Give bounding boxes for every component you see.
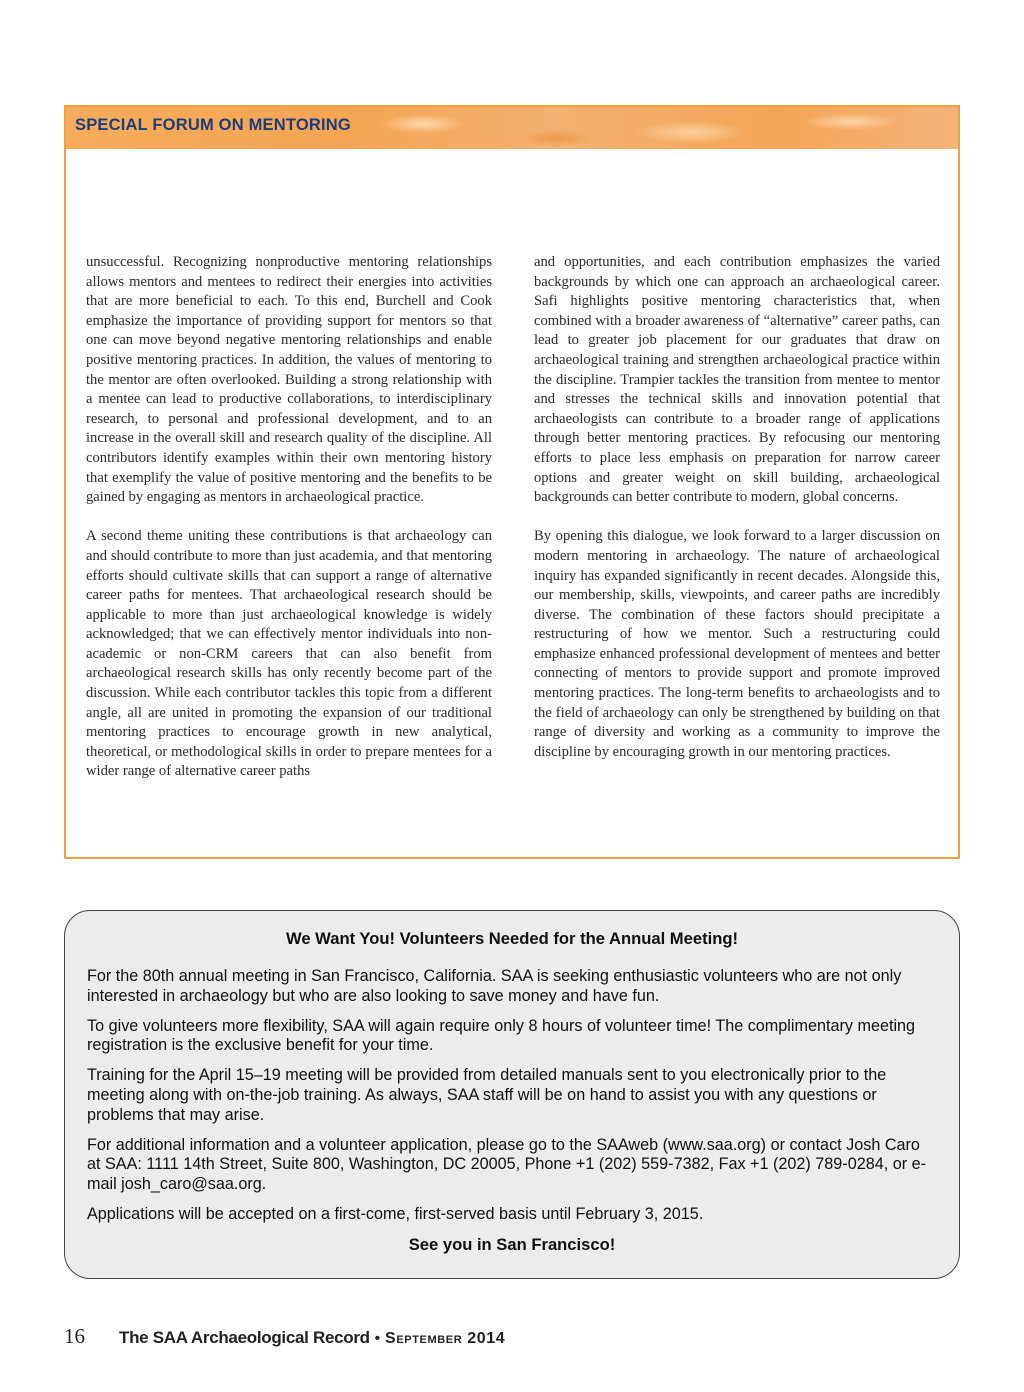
article-column-left: [86, 253, 492, 802]
notice-paragraph: To give volunteers more flexibility, SAA will again require only 8 hours of volunteer time! The complimentary meeting registration is the exclusive benefit for your time.: [87, 1016, 916, 1055]
notice-paragraph: For additional information and a volunteer application, please go to the SAAweb (www.saa.org) or contact Josh Caro at SAA: 1111 14th Street, Suite 800, Washington, DC 20005, Phone +1 (202) 559-7382, Fax +1 (202) 789-0284, or e-mail josh_caro@saa.org.: [87, 1135, 926, 1194]
forum-title: SPECIAL FORUM ON MENTORING: [75, 116, 351, 134]
notice-closing: See you in San Francisco!: [408, 1234, 616, 1254]
page-footer: [64, 1324, 505, 1352]
forum-banner: [66, 107, 958, 149]
notice-paragraph: Applications will be accepted on a first-come, first-served basis until February 3, 2015.: [87, 1204, 704, 1223]
issue-date: September 2014: [385, 1330, 506, 1347]
article-paragraph: and opportunities, and each contribution emphasizes the varied backgrounds by which one can approach an archaeological career. Safi highlights positive mentoring characteristics that, when combined with a broader awareness of “alternative” career paths, can lead to greater job placement for our graduates that draw on archaeological training and strengthen archaeological practice within the discipline. Trampier tackles the transition from mentee to mentor and stresses the technical skills and innovation potential that archaeologists can contribute to a broader range of applications through better mentoring practices. By refocusing our mentoring efforts to place less emphasis on preparation for narrow career options and greater weight on skill building, archaeological backgrounds can better contribute to modern, global concerns.: [534, 254, 940, 506]
article-paragraph: A second theme uniting these contributions is that archaeology can and should contribute to more than just academia, and that mentoring efforts should cultivate skills that can support a range of alternative career paths for mentees. That archaeological research should be applicable to more than just archaeological knowledge is widely acknowledged; that we can effectively mentor individuals into non-academic or non-CRM careers that can also benefit from archaeological research skills has only recently become part of the discussion. While each contributor tackles this topic from a different angle, all are united in promoting the expansion of our traditional mentoring practices to encourage growth in new analytical, theoretical, or methodological skills in order to prepare mentees for a wider range of alternative career paths: [86, 528, 492, 780]
notice-title: We Want You! Volunteers Needed for the Annual Meeting!: [285, 929, 739, 948]
notice-paragraph: For the 80th annual meeting in San Francisco, California. SAA is seeking enthusiastic volunteers who are not only interested in archaeology but who are also looking to save money and have fun.: [87, 967, 902, 1005]
notice-paragraph: Training for the April 15–19 meeting will be provided from detailed manuals sent to you electronically prior to the meeting along with on-the-job training. As always, SAA staff will be on hand to assist you with any questions or problems that may arise.: [87, 1066, 887, 1124]
volunteer-notice-box: [64, 910, 960, 1279]
page-number: 16: [64, 1324, 85, 1348]
footer-separator: •: [374, 1330, 381, 1347]
publication-name: The SAA Archaeological Record: [119, 1328, 370, 1347]
article-paragraph: By opening this dialogue, we look forward to a larger discussion on modern mentoring in archaeology. The nature of archaeological inquiry has expanded significantly in recent decades. Alongside this, our membership, skills, viewpoints, and career paths are incredibly diverse. The combination of these factors should precipitate a restructuring of how we mentor. Such a restructuring could emphasize enhanced professional development of mentees and better connecting of mentors to provide support and promote improved mentoring practices. The long-term benefits to archaeologists and to the field of archaeology can only be strengthened by building on that range of diversity and working as a community to improve the discipline by encouraging growth in our mentoring practices.: [534, 528, 940, 760]
article-paragraph: unsuccessful. Recognizing nonproductive mentoring relationships allows mentors and mentees to redirect their energies into activities that are more beneficial to each. To this end, Burchell and Cook emphasize the importance of providing support for mentors so that one can move beyond negative mentoring relationships and enable positive mentoring practices. In addition, the values of mentoring to the mentor are often overlooked. Building a strong relationship with a mentee can lead to productive collaborations, to interdisciplinary research, to personal and professional development, and to an increase in the overall skill and research quality of the discipline. All contributors identify examples within their own mentoring history that exemplify the value of positive mentoring and the benefits to be gained by engaging as mentors in archaeological practice.: [86, 254, 492, 506]
article-column-right: [534, 253, 940, 782]
